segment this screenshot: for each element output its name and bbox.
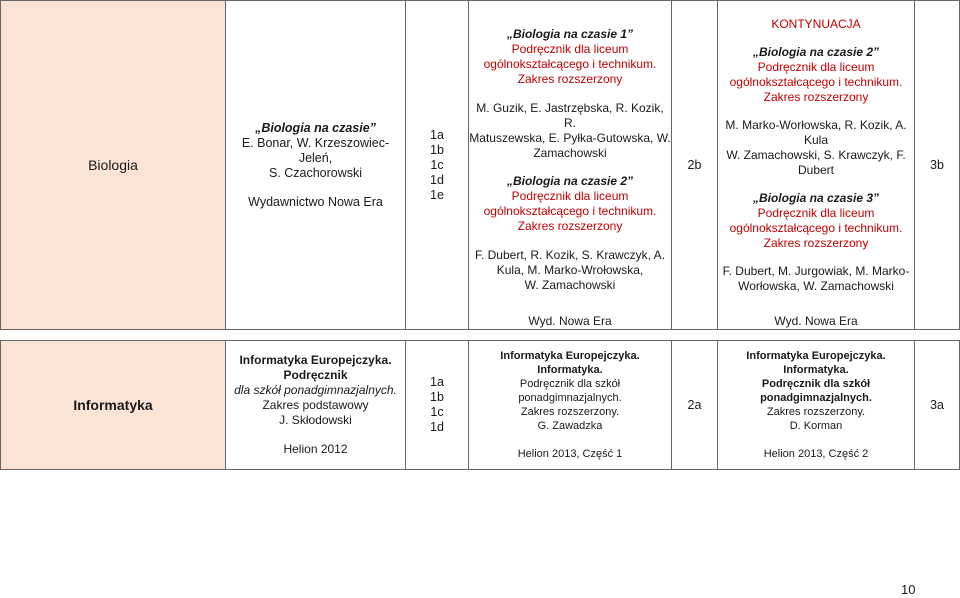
class-label: 1b	[430, 142, 444, 157]
book-title: „Biologia na czasie”	[255, 120, 376, 135]
class-label: 1a	[430, 127, 444, 142]
book-publisher: Helion 2013, Część 2	[763, 448, 869, 460]
book-scope: Zakres rozszerzony	[763, 235, 869, 250]
page-number: 10	[901, 582, 916, 597]
book-description: Podręcznik dla szkół ponadgimnazjalnych.	[760, 378, 872, 404]
book-subtitle: dla szkół ponadgimnazjalnych.	[234, 383, 397, 397]
biologia-level3-cell	[717, 0, 915, 330]
book-description: ponadgimnazjalnych.	[518, 392, 622, 404]
book-authors: Kula, M. Marko-Wrołowska,	[496, 262, 644, 277]
book-description: Podręcznik dla liceum	[511, 42, 629, 56]
book-authors: S. Czachorowski	[268, 165, 363, 180]
class-label: 3b	[930, 157, 944, 172]
book-authors: F. Dubert, R. Kozik, S. Krawczyk, A.	[474, 247, 666, 262]
book-title: „Biologia na czasie 2”	[506, 174, 634, 189]
biologia-level2-cell	[468, 0, 672, 330]
book-authors: G. Zawadzka	[537, 420, 603, 432]
class-label: 2b	[687, 157, 702, 172]
book-authors: Zamachowski	[533, 145, 607, 160]
informatyka-level1-cell	[225, 340, 406, 470]
class-label: 1d	[430, 172, 444, 187]
book-description: Podręcznik dla liceum	[511, 189, 629, 204]
book-authors: M. Marko-Worłowska, R. Kozik, A. Kula	[725, 117, 907, 147]
book-title: „Biologia na czasie 1”	[506, 27, 634, 41]
class-label: 3a	[930, 397, 944, 412]
subject-cell-informatyka	[0, 340, 226, 470]
book-authors: J. Skłodowski	[279, 413, 352, 427]
book-title	[226, 353, 405, 383]
book-scope: Zakres rozszerzony.	[766, 406, 866, 418]
continuation-label: KONTYNUACJA	[771, 17, 861, 31]
book-title: Informatyka Europejczyka. Informatyka.	[746, 350, 886, 376]
class-label: 1b	[430, 390, 444, 404]
book-authors: W. Zamachowski, S. Krawczyk, F.	[726, 147, 906, 162]
book-scope: Zakres podstawowy	[262, 398, 369, 412]
book-authors: Dubert	[797, 162, 835, 177]
informatyka-level3-class	[914, 340, 960, 470]
informatyka-level1-classes	[405, 340, 469, 470]
class-label: 1a	[430, 375, 444, 389]
biologia-level2-class	[671, 0, 718, 330]
book-description: Podręcznik dla liceum	[757, 205, 875, 220]
book-title-part: Informatyka Europejczyka. Podręcznik	[239, 353, 392, 382]
book-publisher: Wyd. Nowa Era	[528, 314, 612, 328]
class-label: 1e	[430, 187, 444, 202]
book-authors: M. Guzik, E. Jastrzębska, R. Kozik, R.	[476, 100, 664, 130]
book-authors: Worłowska, W. Zamachowski	[738, 278, 894, 293]
informatyka-level2-cell	[468, 340, 672, 470]
book-scope: Zakres rozszerzony.	[520, 406, 620, 418]
book-description: ogólnokształcącego i technikum.	[729, 220, 903, 235]
book-publisher: Wyd. Nowa Era	[774, 314, 858, 328]
book-title: „Biologia na czasie 2”	[752, 44, 880, 59]
biologia-level3-class	[914, 0, 960, 330]
book-title: Informatyka Europejczyka. Informatyka.	[500, 350, 640, 376]
book-title: „Biologia na czasie 3”	[752, 190, 880, 205]
book-scope: Zakres rozszerzony	[763, 89, 869, 104]
subject-label: Biologia	[88, 157, 138, 173]
class-label: 1c	[430, 157, 444, 172]
book-publisher: Helion 2012	[283, 442, 348, 456]
book-description: Podręcznik dla liceum	[757, 59, 875, 74]
book-description: ogólnokształcącego i technikum.	[483, 57, 657, 71]
class-label: 2a	[687, 397, 702, 412]
book-authors: D. Korman	[789, 420, 843, 432]
book-scope: Zakres rozszerzony	[517, 219, 623, 234]
biologia-level1-cell	[225, 0, 406, 330]
book-authors: F. Dubert, M. Jurgowiak, M. Marko-	[722, 263, 910, 278]
book-authors: E. Bonar, W. Krzeszowiec-Jeleń,	[241, 135, 390, 165]
book-description: Podręcznik dla szkół	[519, 378, 621, 390]
book-publisher: Wydawnictwo Nowa Era	[248, 194, 383, 209]
book-publisher: Helion 2013, Część 1	[517, 448, 623, 460]
book-authors: Matuszewska, E. Pyłka-Gutowska, W.	[469, 130, 671, 145]
biologia-level1-classes	[405, 0, 469, 330]
class-label: 1d	[430, 420, 444, 434]
book-authors: W. Zamachowski	[524, 277, 616, 292]
informatyka-level2-class	[671, 340, 718, 470]
book-description: ogólnokształcącego i technikum.	[729, 74, 903, 89]
class-label: 1c	[430, 405, 444, 419]
subject-cell-biologia	[0, 0, 226, 330]
informatyka-level3-cell	[717, 340, 915, 470]
book-description: ogólnokształcącego i technikum.	[483, 204, 657, 219]
subject-label: Informatyka	[73, 397, 153, 413]
book-scope: Zakres rozszerzony	[517, 72, 623, 86]
